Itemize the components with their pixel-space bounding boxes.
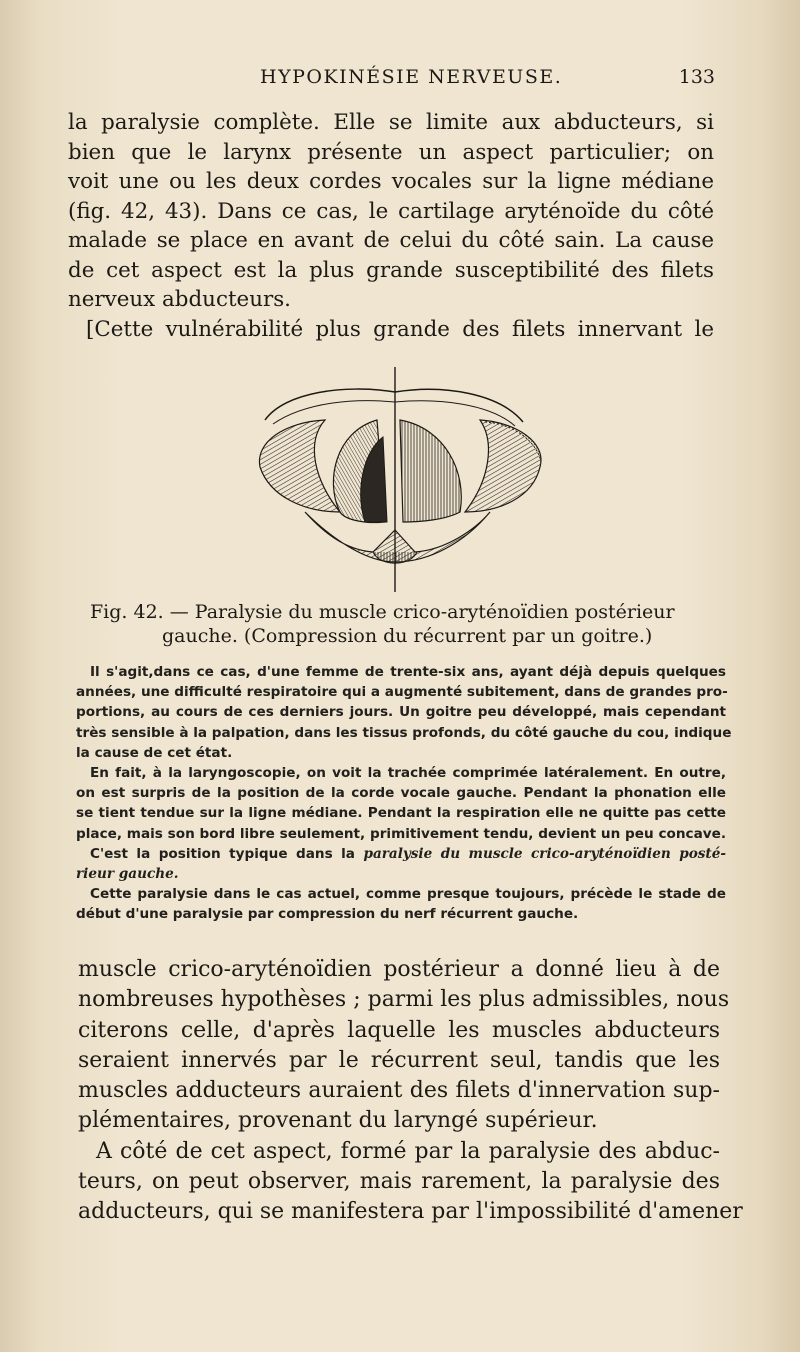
text-line: teurs, on peut observer, mais rarement, la paralysie des [78,1169,720,1195]
text-line: [Cette vulnérabilité plus grande des filets innervant le [86,316,714,342]
text-line: citerons celle, d'après laquelle les muscles abducteurs [78,1017,720,1043]
running-title: HYPOKINÉSIE NERVEUSE. [260,66,563,88]
note-line [76,864,726,884]
note-line: on est surpris de la position de la corde vocale gauche. Pendant la phonation elle [76,785,726,802]
text-line: plémentaires, provenant du laryngé supérieur. [78,1108,598,1134]
note-line: se tient tendue sur la ligne médiane. Pendant la respiration elle ne quitte pas cette [76,805,726,822]
larynx-illustration [245,362,555,592]
text-line: adducteurs, qui se manifestera par l'impossibilité d'amener [78,1199,743,1225]
note-line: En fait, à la laryngoscopie, on voit la trachée comprimée latéralement. En outre, [90,764,726,781]
caption-line: Fig. 42. — Paralysie du muscle crico-aryténoïdien postérieur [90,601,675,623]
running-head [70,66,715,96]
note-line [76,844,726,864]
text-line: nerveux abducteurs. [68,287,291,312]
note-line: années, une difficulté respiratoire qui a augmenté subitement, dans de grandes pro- [76,684,728,701]
text-line: (fig. 42, 43). Dans ce cas, le cartilage aryténoïde du côté [68,198,714,224]
text-line: muscle crico-aryténoïdien postérieur a donné lieu à de [78,957,720,982]
page-number: 133 [678,66,715,88]
note-line: très sensible à la palpation, dans les tissus profonds, du côté gauche du cou, indique [76,724,732,741]
text-line: malade se place en avant de celui du côté sain. La cause [68,228,714,253]
text-line: voit une ou les deux cordes vocales sur la ligne médiane [68,169,714,194]
text-line: seraient innervés par le récurrent seul, tandis que les [78,1047,720,1073]
note-line: la cause de cet état. [76,744,233,761]
text-line: bien que le larynx présente un aspect particulier; on [68,139,714,165]
case-note [76,662,732,924]
note-italic: paralysie du muscle crico-aryténoïdien posté- [363,845,726,862]
text-line: la paralysie complète. Elle se limite aux abducteurs, si [68,110,714,135]
note-line: place, mais son bord libre seulement, primitivement tendu, devient un peu concave. [76,825,726,842]
text-line: nombreuses hypothèses ; parmi les plus admissibles, nous [78,987,730,1013]
note-line: Cette paralysie dans le cas actuel, comme presque toujours, précède le stade de [90,886,726,903]
top-paragraph [68,108,714,344]
text-line: muscles adducteurs auraient des filets d'innervation sup- [78,1078,720,1104]
note-line: Il s'agit,dans ce cas, d'une femme de trente-six ans, ayant déjà depuis quelques [90,664,726,680]
note-italic: rieur gauche. [76,865,179,882]
caption-line: gauche. (Compression du récurrent par un goitre.) [162,625,653,647]
note-line: début d'une paralysie par compression du nerf récurrent gauche. [76,906,579,923]
bottom-paragraph [78,955,743,1228]
text-line: A côté de cet aspect, formé par la paralysie des abduc- [96,1138,720,1164]
note-line: portions, au cours de ces derniers jours. Un goitre peu développé, mais cependant [76,704,726,721]
text-line: de cet aspect est la plus grande susceptibilité des filets [68,257,714,283]
figure-caption [90,600,720,648]
note-text: C'est la position typique dans la [90,845,364,862]
